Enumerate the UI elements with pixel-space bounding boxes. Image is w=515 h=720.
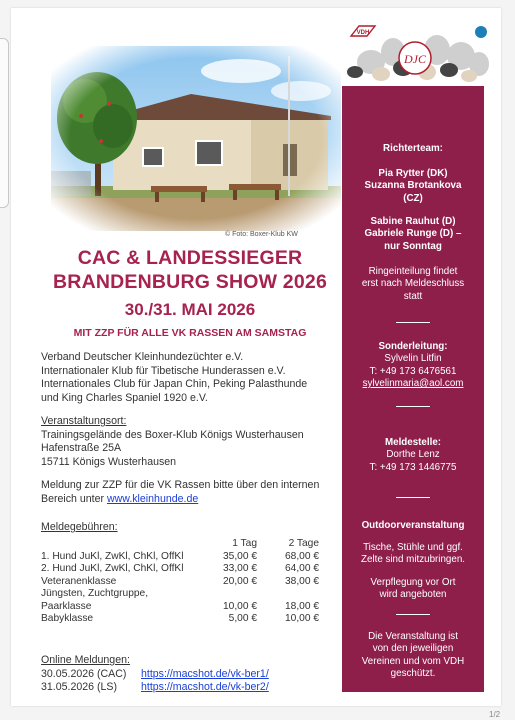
organizer-line: und King Charles Spaniel 1920 e.V. bbox=[41, 391, 208, 404]
organizer-line: Internationales Club für Japan Chin, Peking Palasthunde bbox=[41, 378, 308, 391]
divider bbox=[396, 406, 430, 407]
fee-day1: 10,00 € bbox=[223, 600, 257, 612]
divider bbox=[396, 322, 430, 323]
online-link[interactable]: https://macshot.de/vk-ber2/ bbox=[141, 681, 269, 694]
office-section bbox=[342, 437, 484, 474]
fees-heading-text: Meldegebühren: bbox=[41, 521, 118, 533]
event-zzp-note: MIT ZZP FÜR ALLE VK RASSEN AM SAMSTAG bbox=[73, 327, 307, 339]
online-date: 31.05.2026 (LS) bbox=[41, 681, 117, 694]
event-date: 30./31. MAI 2026 bbox=[124, 300, 256, 319]
kleinhunde-link[interactable]: www.kleinhunde.de bbox=[106, 492, 199, 505]
fee-day2 bbox=[257, 588, 319, 601]
fees-col-day2: 2 Tage bbox=[288, 538, 319, 549]
table-row bbox=[41, 551, 319, 564]
venue-heading: Veranstaltungsort: bbox=[41, 415, 127, 427]
vdh-djc-logo bbox=[341, 22, 489, 84]
special-name: Sylvelin Litfin bbox=[384, 353, 442, 365]
table-row bbox=[41, 613, 319, 626]
judge-line: nur Sonntag bbox=[384, 240, 442, 252]
venue-line: 15711 Königs Wusterhausen bbox=[41, 455, 177, 468]
vdh-badge-text: VDH bbox=[356, 30, 370, 36]
fee-day1: 5,00 € bbox=[228, 613, 257, 624]
photo-credit: © Foto: Boxer-Klub KW bbox=[225, 231, 298, 238]
office-name: Dorthe Lenz bbox=[386, 449, 440, 461]
fee-label: 2. Hund JuKl, ZwKl, ChKl, OffKl bbox=[41, 563, 184, 574]
djc-emblem-text: DJC bbox=[404, 52, 426, 66]
insurance-note-line: geschützt. bbox=[390, 667, 436, 679]
outdoor-note-line: Zelte sind mitzubringen. bbox=[360, 554, 465, 566]
organizer-line: Internationaler Klub für Tibetische Hunderassen e.V. bbox=[41, 364, 286, 377]
insurance-note-line: Die Veranstaltung ist bbox=[368, 631, 458, 642]
food-note-line: Verpflegung vor Ort bbox=[370, 577, 456, 588]
badge-icon bbox=[475, 26, 487, 38]
outdoor-heading: Outdoorveranstaltung bbox=[361, 520, 465, 531]
fees-table bbox=[41, 538, 319, 626]
page-number: 1/2 bbox=[489, 710, 501, 719]
special-section bbox=[342, 341, 484, 390]
info-sidebar bbox=[342, 86, 484, 692]
food-note-line: wird angeboten bbox=[379, 589, 447, 601]
document-page bbox=[11, 8, 501, 706]
venue-line: Trainingsgelände des Boxer-Klub Königs Wusterhausen bbox=[41, 428, 304, 441]
outdoor-note bbox=[342, 542, 484, 567]
fee-day1: 33,00 € bbox=[223, 563, 257, 574]
judges-group-a bbox=[342, 168, 484, 205]
ring-note-line: Ringeinteilung findet bbox=[368, 266, 458, 277]
judge-line: Pia Rytter (DK) bbox=[378, 168, 448, 179]
food-note bbox=[342, 577, 484, 602]
insurance-note bbox=[342, 631, 484, 680]
registration-note bbox=[41, 479, 319, 506]
fee-day2: 10,00 € bbox=[285, 613, 319, 624]
ring-note-line: erst nach Meldeschluss bbox=[361, 278, 465, 290]
ring-note-line: statt bbox=[403, 290, 423, 302]
fees-heading bbox=[41, 521, 118, 535]
registration-note-line2 bbox=[41, 493, 319, 507]
event-title-line2: BRANDENBURG SHOW 2026 bbox=[53, 271, 327, 293]
table-row bbox=[41, 588, 319, 601]
online-date: 30.05.2026 (CAC) bbox=[41, 667, 127, 680]
table-row bbox=[41, 563, 319, 576]
ring-note bbox=[342, 266, 484, 303]
judge-line: (CZ) bbox=[403, 192, 423, 204]
judge-line: Sabine Rauhut (D) bbox=[370, 216, 456, 227]
special-email-link[interactable]: sylvelinmaria@aol.com bbox=[362, 377, 464, 389]
fee-day1 bbox=[209, 588, 257, 601]
fee-label: Paarklasse bbox=[41, 600, 92, 612]
fee-label: 1. Hund JuKl, ZwKl, ChKl, OffKl bbox=[41, 550, 184, 562]
online-link[interactable]: https://macshot.de/vk-ber1/ bbox=[141, 667, 269, 680]
fee-label: Babyklasse bbox=[41, 613, 94, 624]
outdoor-note-line: Tische, Stühle und ggf. bbox=[363, 542, 463, 553]
registration-note-prefix: Bereich unter bbox=[41, 492, 107, 505]
list-item bbox=[41, 681, 269, 695]
office-phone: T: +49 173 1446775 bbox=[369, 461, 457, 473]
table-row bbox=[41, 601, 319, 614]
special-heading: Sonderleitung: bbox=[378, 341, 448, 352]
office-heading: Meldestelle: bbox=[384, 437, 442, 448]
event-title-line1: CAC & LANDESSIEGER bbox=[77, 247, 303, 269]
clubhouse-photo bbox=[51, 46, 341, 231]
venue-section bbox=[41, 415, 304, 469]
registration-note-line1: Meldung zur ZZP für die VK Rassen bitte über den internen bbox=[41, 479, 320, 491]
table-row bbox=[41, 576, 319, 589]
judges-heading: Richterteam: bbox=[383, 143, 443, 154]
online-heading: Online Meldungen: bbox=[41, 654, 130, 666]
fee-day2: 64,00 € bbox=[285, 563, 319, 574]
fee-label: Jüngsten, Zuchtgruppe, bbox=[41, 588, 149, 599]
special-phone: T: +49 173 6476561 bbox=[369, 365, 457, 377]
organizer-line: Verband Deutscher Kleinhundezüchter e.V. bbox=[41, 351, 244, 363]
judge-line: Suzanna Brotankova bbox=[364, 180, 462, 192]
fees-col-day1: 1 Tag bbox=[232, 538, 257, 549]
fee-day2: 18,00 € bbox=[285, 600, 319, 612]
insurance-note-line: Vereinen und vom VDH bbox=[361, 655, 465, 667]
fee-label: Veteranenklasse bbox=[41, 575, 117, 587]
list-item bbox=[41, 668, 269, 682]
organizers-list bbox=[41, 351, 307, 405]
online-registration bbox=[41, 654, 269, 695]
fees-header-row bbox=[41, 538, 319, 551]
divider bbox=[396, 614, 430, 615]
judge-line: Gabriele Runge (D) – bbox=[364, 228, 462, 240]
fee-day2: 68,00 € bbox=[285, 550, 319, 562]
judges-group-b bbox=[342, 216, 484, 253]
fee-day1: 20,00 € bbox=[223, 575, 257, 587]
scroll-tab[interactable] bbox=[0, 38, 9, 208]
insurance-note-line: von den jeweiligen bbox=[372, 643, 454, 655]
fee-day2: 38,00 € bbox=[285, 575, 319, 587]
venue-line: Hafenstraße 25A bbox=[41, 442, 122, 455]
event-title-block bbox=[11, 246, 351, 339]
fee-day1: 35,00 € bbox=[223, 550, 257, 562]
divider bbox=[396, 497, 430, 498]
